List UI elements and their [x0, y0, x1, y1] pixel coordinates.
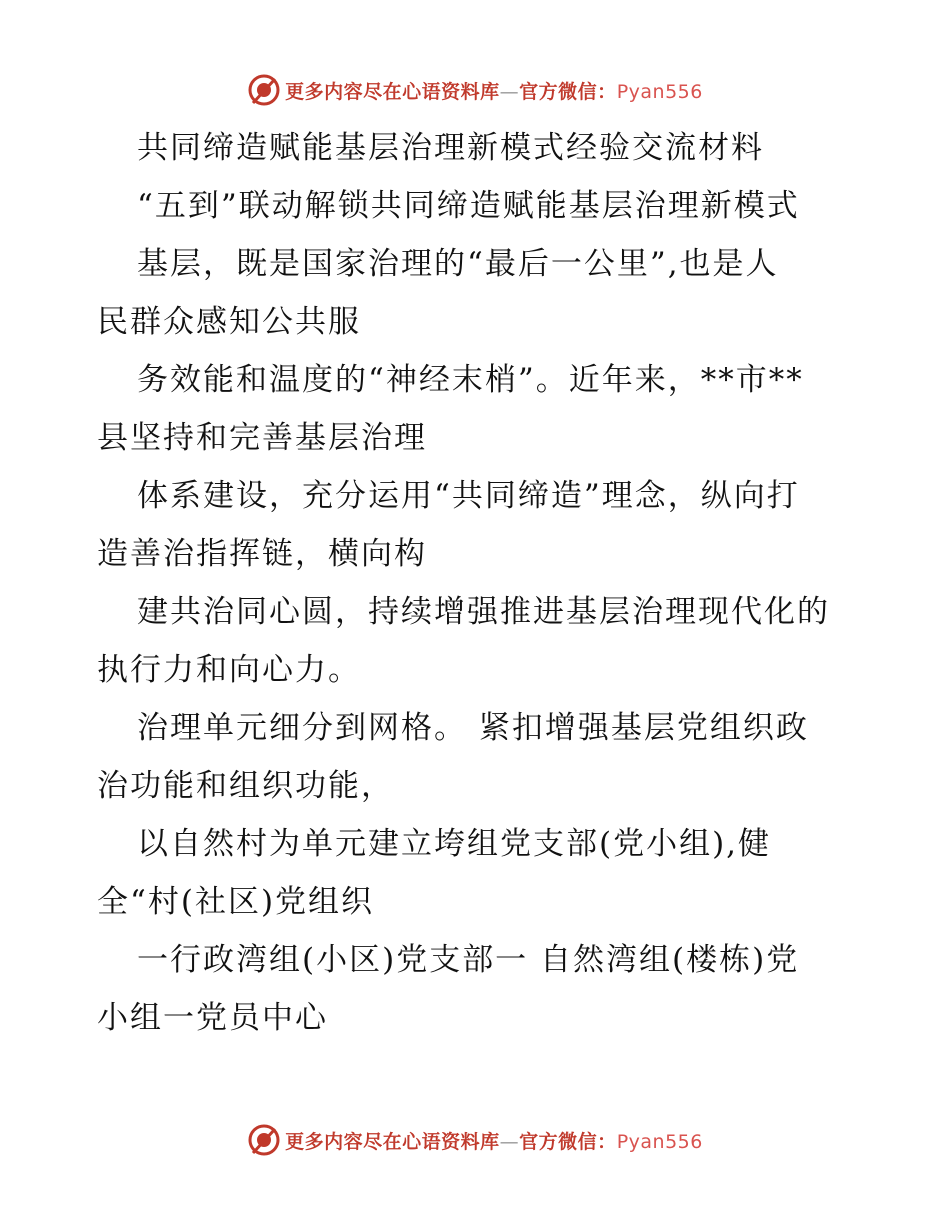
paragraph-line: 执行力和向心力。 — [97, 652, 361, 688]
watermark-text: 更多内容尽在心语资料库—官方微信：Pyan556 — [285, 1130, 703, 1153]
document-title: 共同缔造赋能基层治理新模式经验交流材料 — [137, 130, 764, 166]
document-subtitle: “五到”联动解锁共同缔造赋能基层治理新模式 — [137, 188, 800, 224]
paragraph-line: 全“村(社区)党组织 — [97, 884, 375, 920]
paragraph-line: 治理单元细分到网格。 紧扣增强基层党组织政 — [137, 710, 809, 746]
paragraph-line: 以自然村为单元建立垮组党支部(党小组),健 — [137, 826, 772, 862]
paragraph-line: 治功能和组织功能， — [97, 768, 394, 804]
watermark-text: 更多内容尽在心语资料库—官方微信：Pyan556 — [285, 80, 703, 103]
footer-watermark — [0, 1120, 950, 1160]
paragraph-line: 造善治指挥链，横向构 — [97, 536, 427, 572]
paragraph-line: 体系建设，充分运用“共同缔造”理念，纵向打 — [137, 478, 800, 514]
paragraph-line: 小组一党员中心 — [97, 1000, 328, 1036]
paragraph-line: 基层，既是国家治理的“最后一公里”,也是人 — [137, 246, 779, 282]
header-watermark — [0, 70, 950, 110]
document-body — [97, 124, 857, 1052]
paragraph-line: 务效能和温度的“神经末梢”。近年来，**市** — [137, 362, 804, 398]
paragraph-line: 一行政湾组(小区)党支部一 自然湾组(楼栋)党 — [137, 942, 800, 978]
quill-logo-icon — [247, 1123, 281, 1157]
paragraph-line: 县坚持和完善基层治理 — [97, 420, 427, 456]
paragraph-line: 建共治同心圆，持续增强推进基层治理现代化的 — [137, 594, 830, 630]
quill-logo-icon — [247, 73, 281, 107]
paragraph-line: 民群众感知公共服 — [97, 304, 361, 340]
